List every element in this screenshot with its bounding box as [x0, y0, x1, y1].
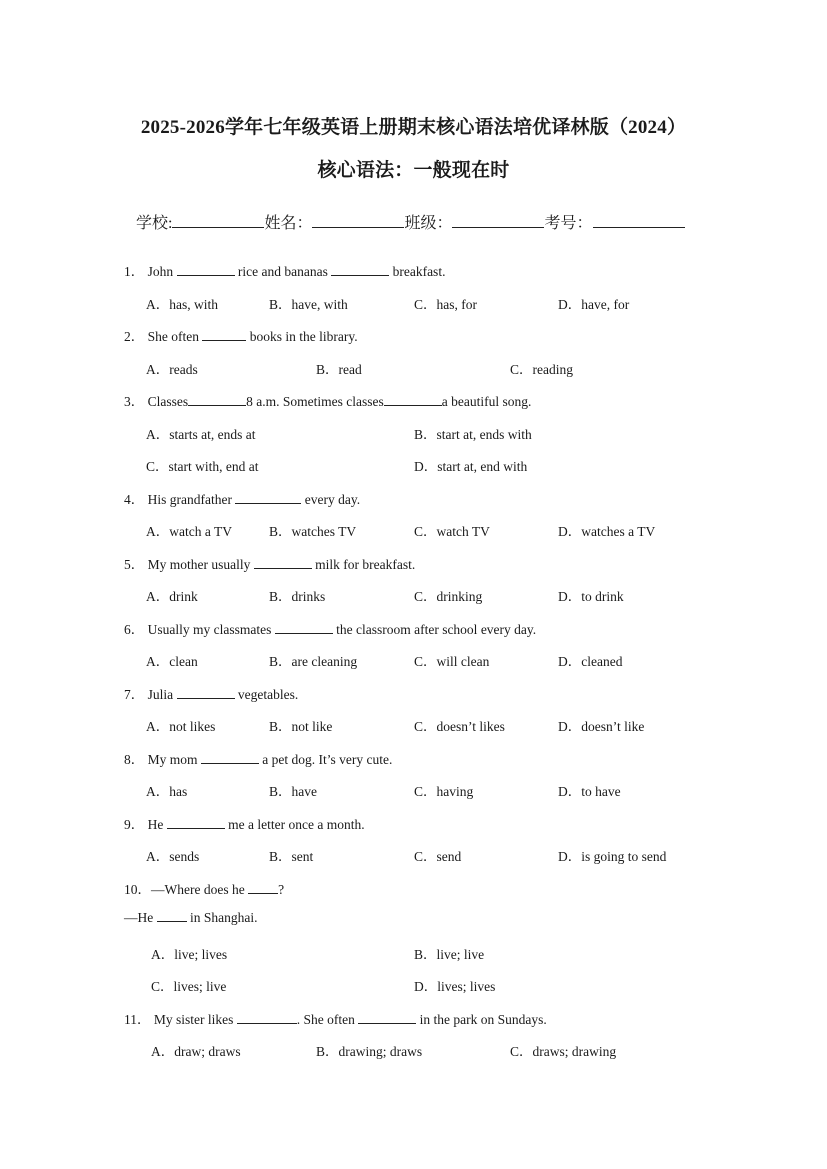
option-d[interactable]: D．start at, end with [414, 459, 528, 474]
option-d[interactable]: D．doesn’t like [558, 719, 645, 734]
question-text: a beautiful song. [441, 394, 532, 409]
option-c[interactable]: C．drinking [414, 589, 483, 604]
question-text: every day. [304, 492, 361, 507]
question-number: 2． [124, 329, 145, 344]
option-c[interactable]: C．doesn’t likes [414, 719, 505, 734]
question-10-line-2 [124, 910, 258, 926]
question-text: —Where does he [151, 882, 245, 897]
school-field[interactable] [172, 213, 264, 228]
answer-blank [167, 818, 225, 829]
question-text: He [147, 817, 164, 832]
name-label: 姓名： [264, 215, 313, 232]
question-number: 7． [124, 687, 145, 702]
question-number: 1． [124, 264, 145, 279]
question-text: His grandfather [147, 492, 232, 507]
class-label: 班级： [404, 215, 453, 232]
option-c[interactable]: C．lives; live [151, 979, 227, 994]
option-d[interactable]: D．is going to send [558, 849, 667, 864]
question-text: a pet dog. It’s very cute. [262, 752, 393, 767]
question-6 [124, 618, 536, 638]
option-c[interactable]: C．start with, end at [146, 459, 259, 474]
answer-blank [248, 883, 278, 894]
option-b[interactable]: B．live; live [414, 947, 485, 962]
question-text: milk for breakfast. [315, 557, 416, 572]
question-number: 4． [124, 492, 145, 507]
question-text: —He [124, 910, 154, 925]
question-text: She often [147, 329, 199, 344]
option-d[interactable]: D．lives; lives [414, 979, 496, 994]
question-text: ? [278, 882, 285, 897]
answer-blank [237, 1013, 297, 1024]
question-text: Usually my classmates [147, 622, 272, 637]
question-5 [124, 553, 415, 573]
question-1 [124, 260, 445, 280]
question-text: in the park on Sundays. [419, 1012, 547, 1027]
option-c[interactable]: C．has, for [414, 297, 477, 312]
answer-blank [275, 623, 333, 634]
answer-blank [331, 265, 389, 276]
answer-blank [188, 395, 246, 406]
question-11 [124, 1008, 547, 1028]
option-b[interactable]: B．are cleaning [269, 654, 358, 669]
question-text: Julia [147, 687, 174, 702]
answer-blank [177, 688, 235, 699]
answer-blank [177, 265, 235, 276]
option-b[interactable]: B．watches TV [269, 524, 357, 539]
option-a[interactable]: A．has, with [146, 297, 218, 312]
option-d[interactable]: D．have, for [558, 297, 630, 312]
option-b[interactable]: B．have, with [269, 297, 348, 312]
question-text: Classes [147, 394, 189, 409]
question-number: 3． [124, 394, 145, 409]
exam-number-field[interactable] [593, 213, 685, 228]
option-a[interactable]: A．clean [146, 654, 198, 669]
option-a[interactable]: A．has [146, 784, 188, 799]
option-a[interactable]: A．live; lives [151, 947, 228, 962]
question-number: 10． [124, 882, 151, 897]
question-number: 6． [124, 622, 145, 637]
answer-blank [235, 493, 301, 504]
question-text: 8 a.m. Sometimes classes [246, 394, 384, 409]
answer-blank [157, 911, 187, 922]
question-7 [124, 683, 298, 703]
answer-blank [254, 558, 312, 569]
option-c[interactable]: C．send [414, 849, 462, 864]
option-d[interactable]: D．cleaned [558, 654, 623, 669]
option-a[interactable]: A．sends [146, 849, 200, 864]
question-text: breakfast. [392, 264, 446, 279]
option-b[interactable]: B．drinks [269, 589, 326, 604]
question-2 [124, 325, 358, 345]
question-text: rice and bananas [237, 264, 328, 279]
option-c[interactable]: C．reading [510, 362, 573, 377]
question-text: in Shanghai. [190, 910, 258, 925]
question-text: My mom [147, 752, 198, 767]
question-3 [124, 390, 531, 410]
question-number: 11． [124, 1012, 151, 1027]
document-title: 2025-2026学年七年级英语上册期末核心语法培优译林版（2024） [140, 117, 687, 138]
question-text: John [147, 264, 174, 279]
school-label: 学校: [136, 215, 173, 232]
option-b[interactable]: B．not like [269, 719, 333, 734]
answer-blank [384, 395, 442, 406]
answer-blank [358, 1013, 416, 1024]
option-a[interactable]: A．reads [146, 362, 198, 377]
option-a[interactable]: A．draw; draws [151, 1044, 241, 1059]
document-subtitle: 核心语法：一般现在时 [317, 160, 510, 181]
option-d[interactable]: D．to have [558, 784, 621, 799]
option-b[interactable]: B．read [316, 362, 362, 377]
question-10 [124, 878, 284, 898]
option-d[interactable]: D．to drink [558, 589, 624, 604]
option-a[interactable]: A．not likes [146, 719, 216, 734]
question-text: . She often [296, 1012, 355, 1027]
question-text: me a letter once a month. [228, 817, 365, 832]
option-c[interactable]: C．draws; drawing [510, 1044, 617, 1059]
question-text: the classroom after school every day. [336, 622, 537, 637]
option-c[interactable]: C．watch TV [414, 524, 490, 539]
question-number: 8． [124, 752, 145, 767]
student-info-line [136, 210, 685, 233]
question-text: My sister likes [153, 1012, 234, 1027]
question-8 [124, 748, 392, 768]
question-number: 9． [124, 817, 145, 832]
option-a[interactable]: A．drink [146, 589, 198, 604]
question-text: My mother usually [147, 557, 251, 572]
answer-blank [202, 330, 246, 341]
option-c[interactable]: C．will clean [414, 654, 490, 669]
option-b[interactable]: B．start at, ends with [414, 427, 532, 442]
question-text: books in the library. [249, 329, 358, 344]
option-c[interactable]: C．having [414, 784, 474, 799]
question-number: 5． [124, 557, 145, 572]
question-4 [124, 488, 360, 508]
answer-blank [201, 753, 259, 764]
option-a[interactable]: A．starts at, ends at [146, 427, 256, 442]
name-field[interactable] [312, 213, 404, 228]
option-b[interactable]: B．have [269, 784, 317, 799]
option-b[interactable]: B．drawing; draws [316, 1044, 423, 1059]
class-field[interactable] [452, 213, 544, 228]
question-9 [124, 813, 365, 833]
option-b[interactable]: B．sent [269, 849, 314, 864]
option-d[interactable]: D．watches a TV [558, 524, 656, 539]
option-a[interactable]: A．watch a TV [146, 524, 232, 539]
number-label: 考号： [544, 215, 593, 232]
question-text: vegetables. [237, 687, 299, 702]
